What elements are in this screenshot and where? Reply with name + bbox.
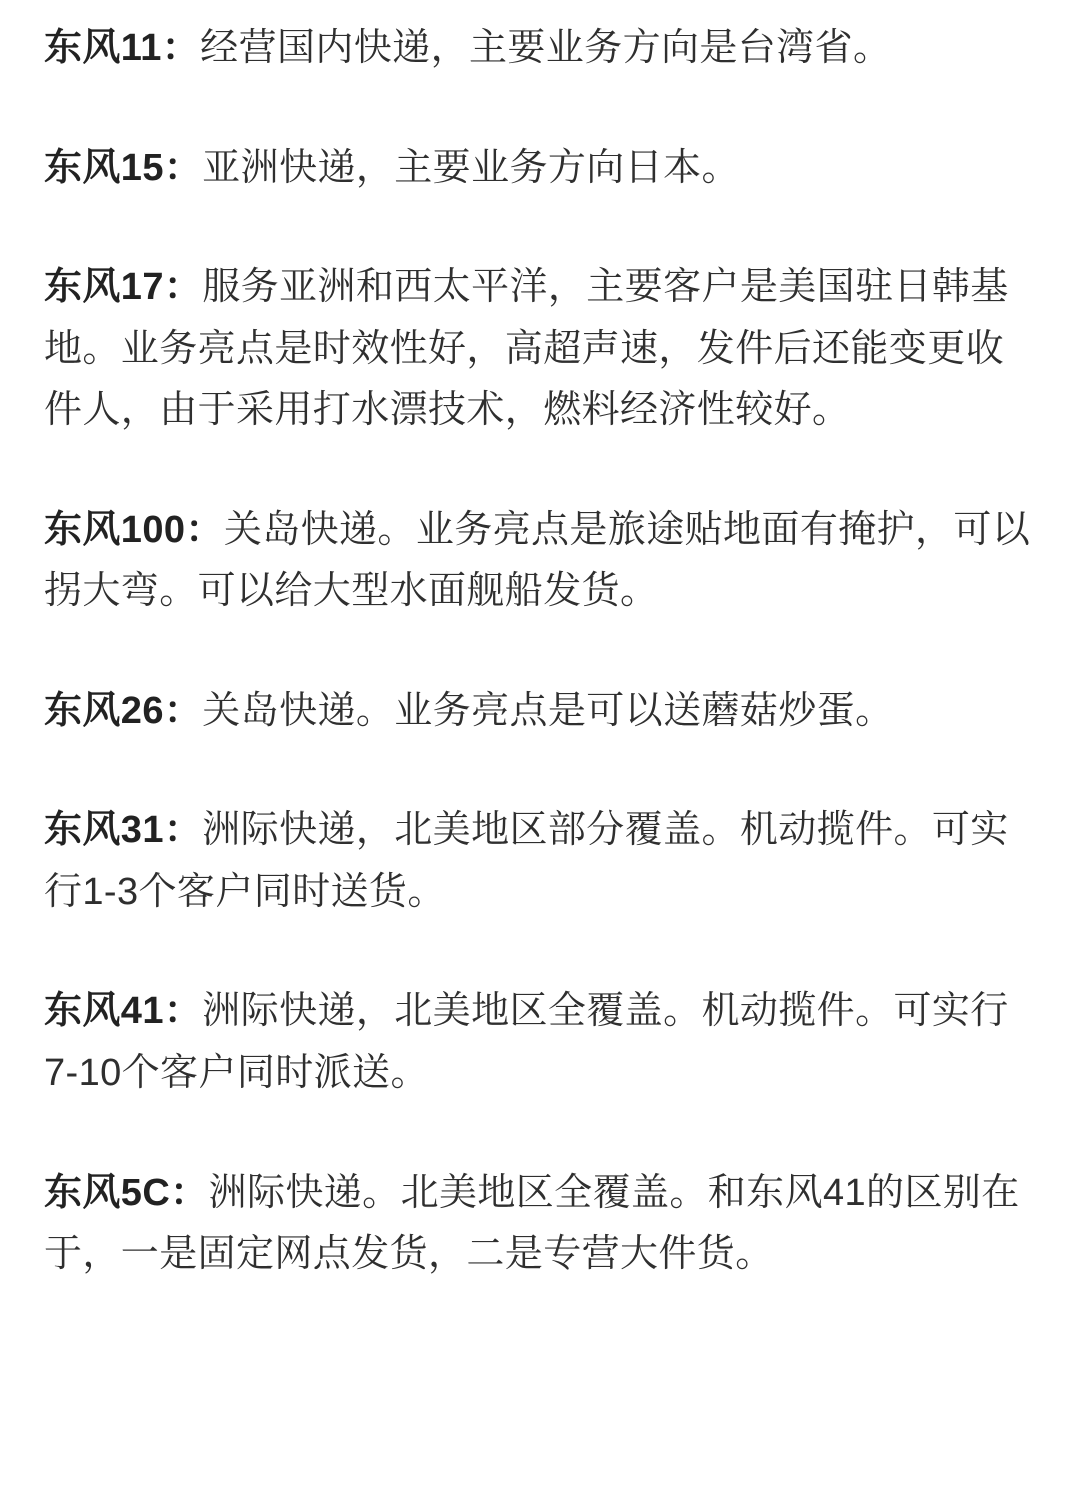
paragraph-text: 洲际快递，北美地区部分覆盖。机动揽件。可实行1-3个客户同时送货。 (44, 809, 1009, 913)
paragraph-text: 关岛快递。业务亮点是可以送蘑菇炒蛋。 (202, 689, 894, 732)
paragraph-label: 东风26： (44, 689, 203, 732)
paragraph (44, 500, 1036, 623)
paragraph (44, 138, 1036, 200)
paragraph (44, 257, 1036, 442)
paragraph (44, 18, 1036, 80)
paragraph-text: 洲际快递，北美地区全覆盖。机动揽件。可实行7-10个客户同时派送。 (44, 990, 1009, 1095)
paragraph-label: 东风11： (44, 27, 201, 69)
paragraph-text: 洲际快递。北美地区全覆盖。和东风41的区别在于，一是固定网点发货，二是专营大件货。 (44, 1171, 1020, 1276)
paragraph (44, 1163, 1036, 1286)
paragraph-label: 东风15： (44, 146, 203, 189)
paragraph-label: 东风41： (44, 990, 203, 1033)
paragraph (44, 681, 1036, 743)
paragraph-label: 东风17： (44, 266, 203, 309)
paragraph-text: 亚洲快递，主要业务方向日本。 (202, 146, 740, 189)
paragraph (44, 981, 1036, 1104)
paragraph (44, 800, 1036, 923)
paragraph-label: 东风5C： (44, 1171, 209, 1214)
paragraph-label: 东风100： (44, 508, 224, 551)
paragraph-label: 东风31： (44, 809, 203, 852)
paragraph-text: 经营国内快递，主要业务方向是台湾省。 (200, 27, 892, 69)
paragraph-text: 关岛快递。业务亮点是旅途贴地面有掩护，可以拐大弯。可以给大型水面舰船发货。 (44, 508, 1031, 613)
paragraph-text: 服务亚洲和西太平洋，主要客户是美国驻日韩基地。业务亮点是时效性好，高超声速，发件后还能变更收件人，由于采用打水漂技术，燃料经济性较好。 (44, 266, 1009, 432)
